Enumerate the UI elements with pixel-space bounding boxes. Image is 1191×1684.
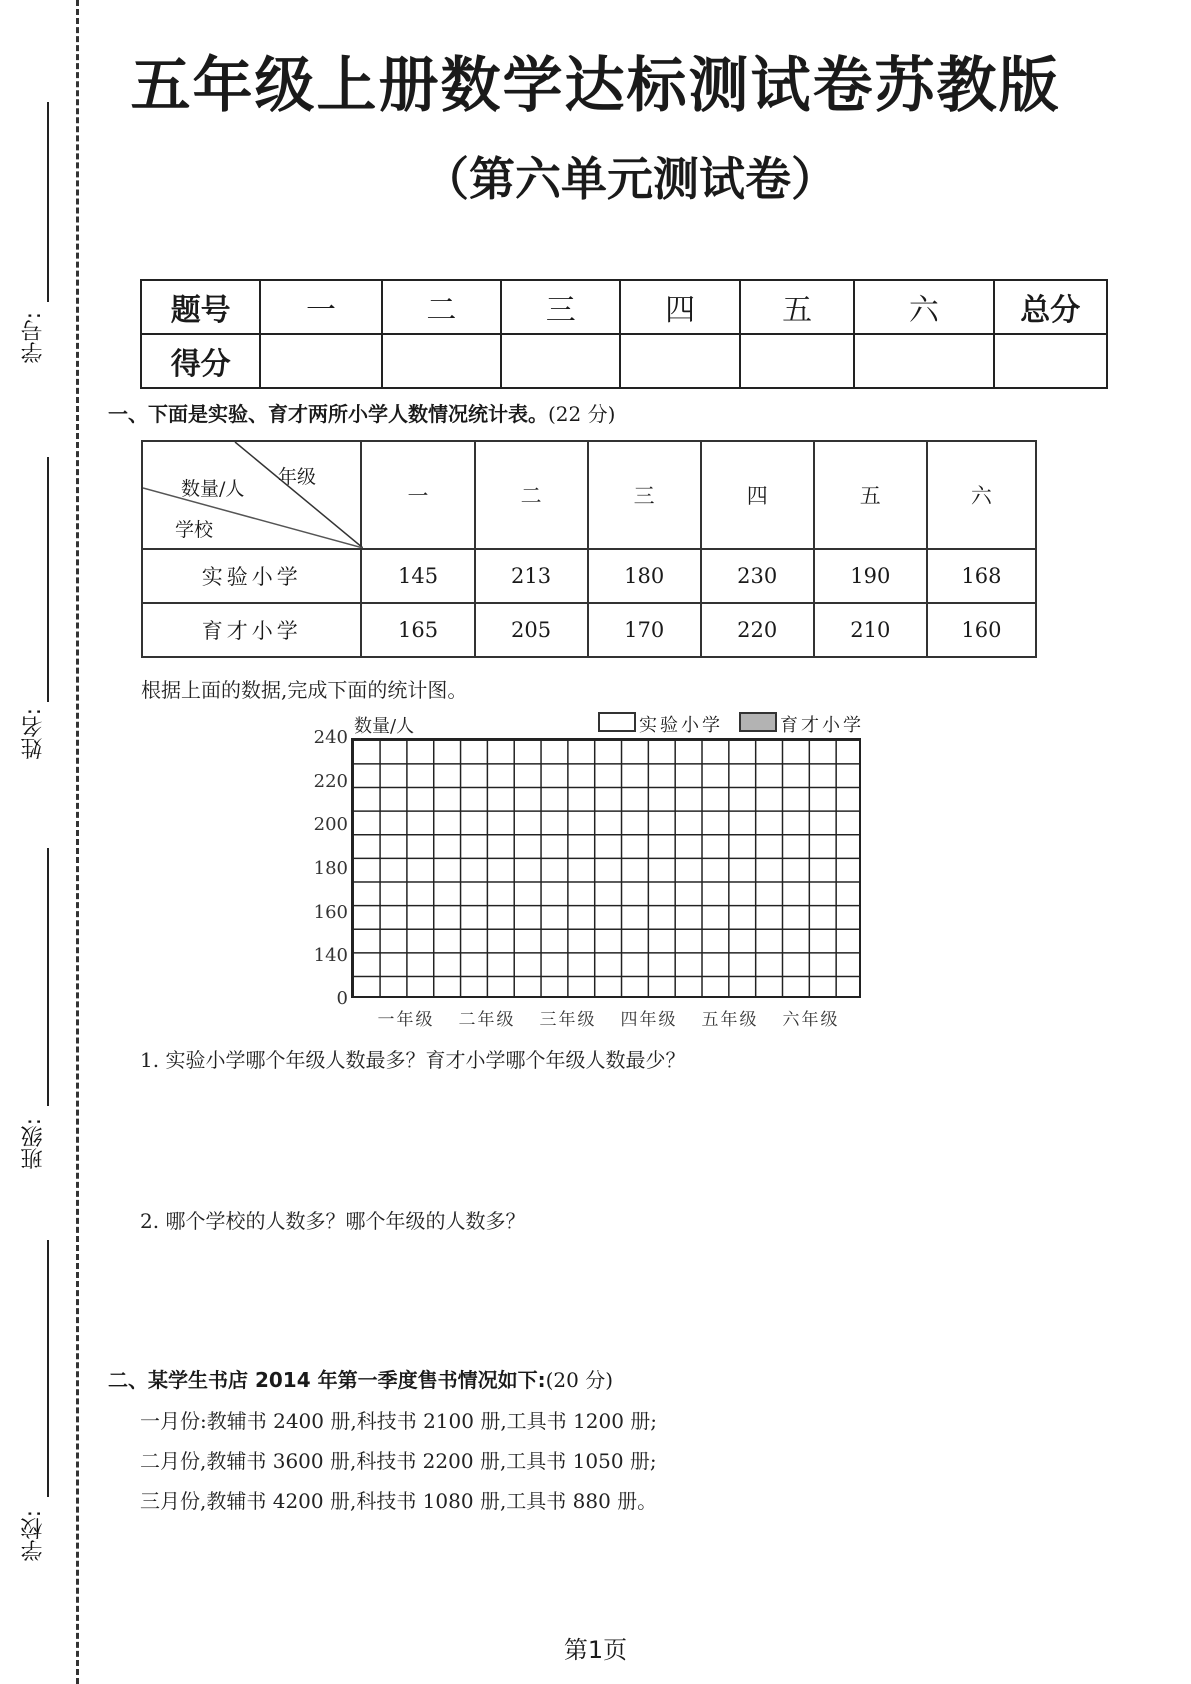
y-tick-140: 140 xyxy=(313,945,348,966)
legend-swatch-yucai xyxy=(739,712,777,732)
blank-bar-chart-grid[interactable] xyxy=(351,738,861,998)
y-tick-160: 160 xyxy=(313,902,348,923)
sales-line-january: 一月份:教辅书 2400 册,科技书 2100 册,工具书 1200 册; xyxy=(140,1409,658,1433)
grade-header-5: 五 xyxy=(814,441,927,549)
sales-line-february: 二月份,教辅书 3600 册,科技书 2200 册,工具书 1050 册; xyxy=(140,1449,657,1473)
x-tick-grade-4: 四年级 xyxy=(620,1010,678,1030)
row-header-score: 得分 xyxy=(141,334,260,388)
value-cell: 160 xyxy=(927,603,1036,657)
x-tick-grade-6: 六年级 xyxy=(782,1010,840,1030)
value-cell: 180 xyxy=(588,549,701,603)
value-cell: 210 xyxy=(814,603,927,657)
x-tick-grade-2: 二年级 xyxy=(458,1010,516,1030)
score-cell-1[interactable] xyxy=(260,334,381,388)
value-cell: 165 xyxy=(361,603,474,657)
y-tick-0: 0 xyxy=(336,988,348,1009)
score-cell-total[interactable] xyxy=(994,334,1108,388)
name-label: 姓名: xyxy=(21,708,46,760)
question-2: 2. 哪个学校的人数多？哪个年级的人数多？ xyxy=(140,1209,526,1233)
x-tick-grade-1: 一年级 xyxy=(377,1010,435,1030)
page-title: 五年级上册数学达标测试卷苏教版 xyxy=(130,51,1061,121)
value-cell: 190 xyxy=(814,549,927,603)
table-row xyxy=(142,603,1036,657)
chart-instruction: 根据上面的数据,完成下面的统计图。 xyxy=(141,678,468,702)
row-header-question-no: 题号 xyxy=(141,280,260,334)
y-tick-240: 240 xyxy=(313,727,348,748)
question-1: 1. 实验小学哪个年级人数最多？育才小学哪个年级人数最少？ xyxy=(140,1048,686,1072)
y-tick-220: 220 xyxy=(313,771,348,792)
col-5: 五 xyxy=(740,280,854,334)
score-table xyxy=(140,279,1108,389)
score-cell-4[interactable] xyxy=(620,334,739,388)
section-2-points: (20 分) xyxy=(545,1368,614,1392)
section-1-points: (22 分) xyxy=(548,402,616,426)
x-tick-grade-5: 五年级 xyxy=(701,1010,759,1030)
sales-line-march: 三月份,教辅书 4200 册,科技书 1080 册,工具书 880 册。 xyxy=(140,1489,658,1513)
binding-dashed-line xyxy=(76,0,79,1684)
y-tick-200: 200 xyxy=(313,814,348,835)
legend-label-yucai: 育才小学 xyxy=(780,715,864,736)
corner-label-grade: 年级 xyxy=(278,466,317,488)
score-cell-6[interactable] xyxy=(854,334,993,388)
x-tick-grade-3: 三年级 xyxy=(539,1010,597,1030)
value-cell: 205 xyxy=(475,603,588,657)
col-4: 四 xyxy=(620,280,739,334)
school-line xyxy=(47,1240,49,1497)
school-name: 育才小学 xyxy=(142,603,361,657)
value-cell: 145 xyxy=(361,549,474,603)
value-cell: 170 xyxy=(588,603,701,657)
value-cell: 213 xyxy=(475,549,588,603)
legend-swatch-shiyan xyxy=(598,712,636,732)
col-1: 一 xyxy=(260,280,381,334)
page-subtitle: （第六单元测试卷） xyxy=(423,152,837,206)
score-cell-5[interactable] xyxy=(740,334,854,388)
y-tick-180: 180 xyxy=(313,858,348,879)
school-name: 实验小学 xyxy=(142,549,361,603)
class-label: 班级: xyxy=(21,1118,46,1170)
section-2-title xyxy=(108,1364,613,1393)
grade-header-3: 三 xyxy=(588,441,701,549)
stats-header-row xyxy=(142,441,1036,549)
col-2: 二 xyxy=(382,280,501,334)
diagonal-header-cell xyxy=(142,441,361,549)
score-cell-3[interactable] xyxy=(501,334,620,388)
section-1-title-text: 一、下面是实验、育才两所小学人数情况统计表。 xyxy=(108,402,548,426)
col-total: 总分 xyxy=(994,280,1108,334)
value-cell: 230 xyxy=(701,549,814,603)
col-3: 三 xyxy=(501,280,620,334)
section-2-title-text: 二、某学生书店 2014 年第一季度售书情况如下: xyxy=(108,1368,546,1392)
corner-label-school: 学校 xyxy=(175,519,214,541)
value-cell: 220 xyxy=(701,603,814,657)
grade-header-4: 四 xyxy=(701,441,814,549)
score-table-score-row xyxy=(141,334,1107,388)
student-id-label: 学号: xyxy=(21,312,46,364)
name-line xyxy=(47,457,49,702)
school-label: 学校: xyxy=(21,1510,46,1562)
legend-label-shiyan: 实验小学 xyxy=(639,715,723,736)
section-1-title xyxy=(108,398,615,427)
grade-header-1: 一 xyxy=(361,441,474,549)
page-number: 第1页 xyxy=(563,1636,628,1664)
school-stats-table xyxy=(141,440,1037,658)
table-row xyxy=(142,549,1036,603)
score-table-header-row xyxy=(141,280,1107,334)
score-cell-2[interactable] xyxy=(382,334,501,388)
grade-header-6: 六 xyxy=(927,441,1036,549)
corner-label-quantity: 数量/人 xyxy=(181,478,245,500)
grade-header-2: 二 xyxy=(475,441,588,549)
class-line-top xyxy=(47,848,49,1106)
chart-y-axis-label: 数量/人 xyxy=(354,716,415,737)
col-6: 六 xyxy=(854,280,993,334)
value-cell: 168 xyxy=(927,549,1036,603)
